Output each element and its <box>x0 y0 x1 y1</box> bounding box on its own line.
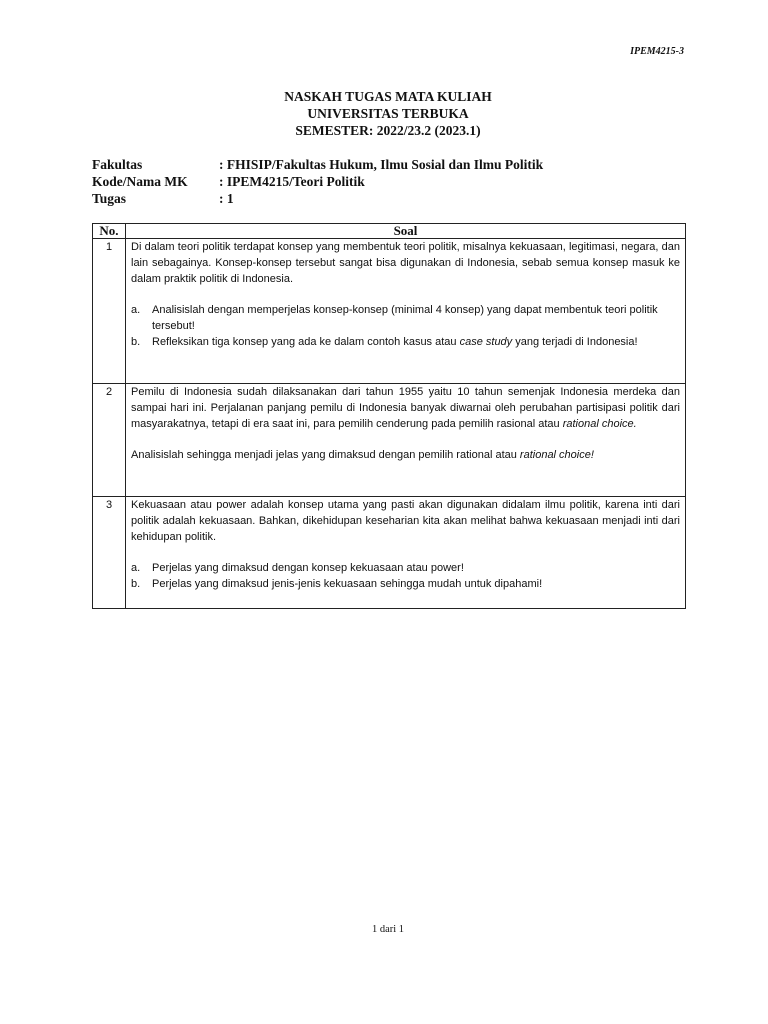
question-number: 3 <box>93 497 126 609</box>
prompt-text: Analisislah sehingga menjadi jelas yang dimaksud dengan pemilih rational atau <box>131 449 520 461</box>
header-soal: Soal <box>126 224 686 239</box>
list-text-part: yang terjadi di Indonesia! <box>512 336 638 348</box>
table-row <box>93 497 686 609</box>
question-number: 2 <box>93 384 126 497</box>
meta-row-assignment <box>92 190 543 207</box>
question-prompt <box>131 447 680 463</box>
questions-table <box>92 223 686 609</box>
title-line-3: SEMESTER: 2022/23.2 (2023.1) <box>295 123 481 138</box>
question-intro <box>131 384 680 432</box>
list-item <box>131 576 680 592</box>
meta-row-faculty <box>92 156 543 173</box>
document-code: IPEM4215-3 <box>630 46 684 57</box>
meta-key: Kode/Nama MK <box>92 174 188 189</box>
prompt-italic: rational choice! <box>519 449 594 461</box>
list-marker: b. <box>131 578 141 590</box>
question-content <box>126 497 686 609</box>
list-item <box>131 334 680 350</box>
meta-key: Tugas <box>92 191 127 206</box>
list-text: Analisislah dengan memperjelas konsep-konsep (minimal 4 konsep) yang dapat membentuk teori politik tersebut! <box>152 304 658 332</box>
question-intro: Di dalam teori politik terdapat konsep yang membentuk teori politik, misalnya kekuasaan, legitimasi, negara, dan lain sebagainya. Konsep-konsep tersebut sangat bisa digunakan di Indonesia, sebab semua konsep masuk ke dalam praktik politik di Indonesia. <box>131 241 680 285</box>
list-item <box>131 560 680 576</box>
list-marker: b. <box>131 336 141 348</box>
list-text: Perjelas yang dimaksud dengan konsep kekuasaan atau power! <box>152 562 464 574</box>
list-marker: a. <box>131 304 141 316</box>
header-no: No. <box>93 224 126 239</box>
intro-text: Pemilu di Indonesia sudah dilaksanakan dari tahun 1955 yaitu 10 tahun semenjak Indonesia merdeka dan sampai hari ini. Perjalanan panjang pemilu di Indonesia banyak diwarnai oleh perubahan partisipasi politik dari masyarakatnya, tetapi di era saat ini, para pemilih cenderung pada pemilih rasional atau <box>131 386 680 430</box>
list-text: Perjelas yang dimaksud jenis-jenis kekuasaan sehingga mudah untuk dipahami! <box>152 578 543 590</box>
meta-value: : FHISIP/Fakultas Hukum, Ilmu Sosial dan Ilmu Politik <box>219 157 544 172</box>
course-info <box>92 156 543 207</box>
list-text-part: Refleksikan tiga konsep yang ada ke dalam contoh kasus atau <box>152 336 460 348</box>
question-number: 1 <box>93 239 126 384</box>
meta-value: : 1 <box>219 191 234 206</box>
title-line-1: NASKAH TUGAS MATA KULIAH <box>284 89 492 104</box>
meta-value: : IPEM4215/Teori Politik <box>219 174 365 189</box>
list-marker: a. <box>131 562 141 574</box>
question-intro: Kekuasaan atau power adalah konsep utama yang pasti akan digunakan didalam ilmu politik, karena inti dari politik adalah kekuasaan. Bahkan, dikehidupan keseharian kita akan melihat bahwa kekuasaan menjadi inti dari kehidupan politik. <box>131 499 680 543</box>
meta-row-course <box>92 173 543 190</box>
title-line-2: UNIVERSITAS TERBUKA <box>307 106 469 121</box>
list-item <box>131 302 680 334</box>
table-header-row <box>93 224 686 239</box>
table-row <box>93 239 686 384</box>
question-content <box>126 384 686 497</box>
question-content <box>126 239 686 384</box>
table-row <box>93 384 686 497</box>
meta-key: Fakultas <box>92 157 143 172</box>
intro-italic: rational choice. <box>562 418 637 430</box>
page-number: 1 dari 1 <box>371 924 405 935</box>
document-title <box>0 88 768 139</box>
list-text <box>152 334 680 350</box>
list-text-italic: case study <box>459 336 513 348</box>
